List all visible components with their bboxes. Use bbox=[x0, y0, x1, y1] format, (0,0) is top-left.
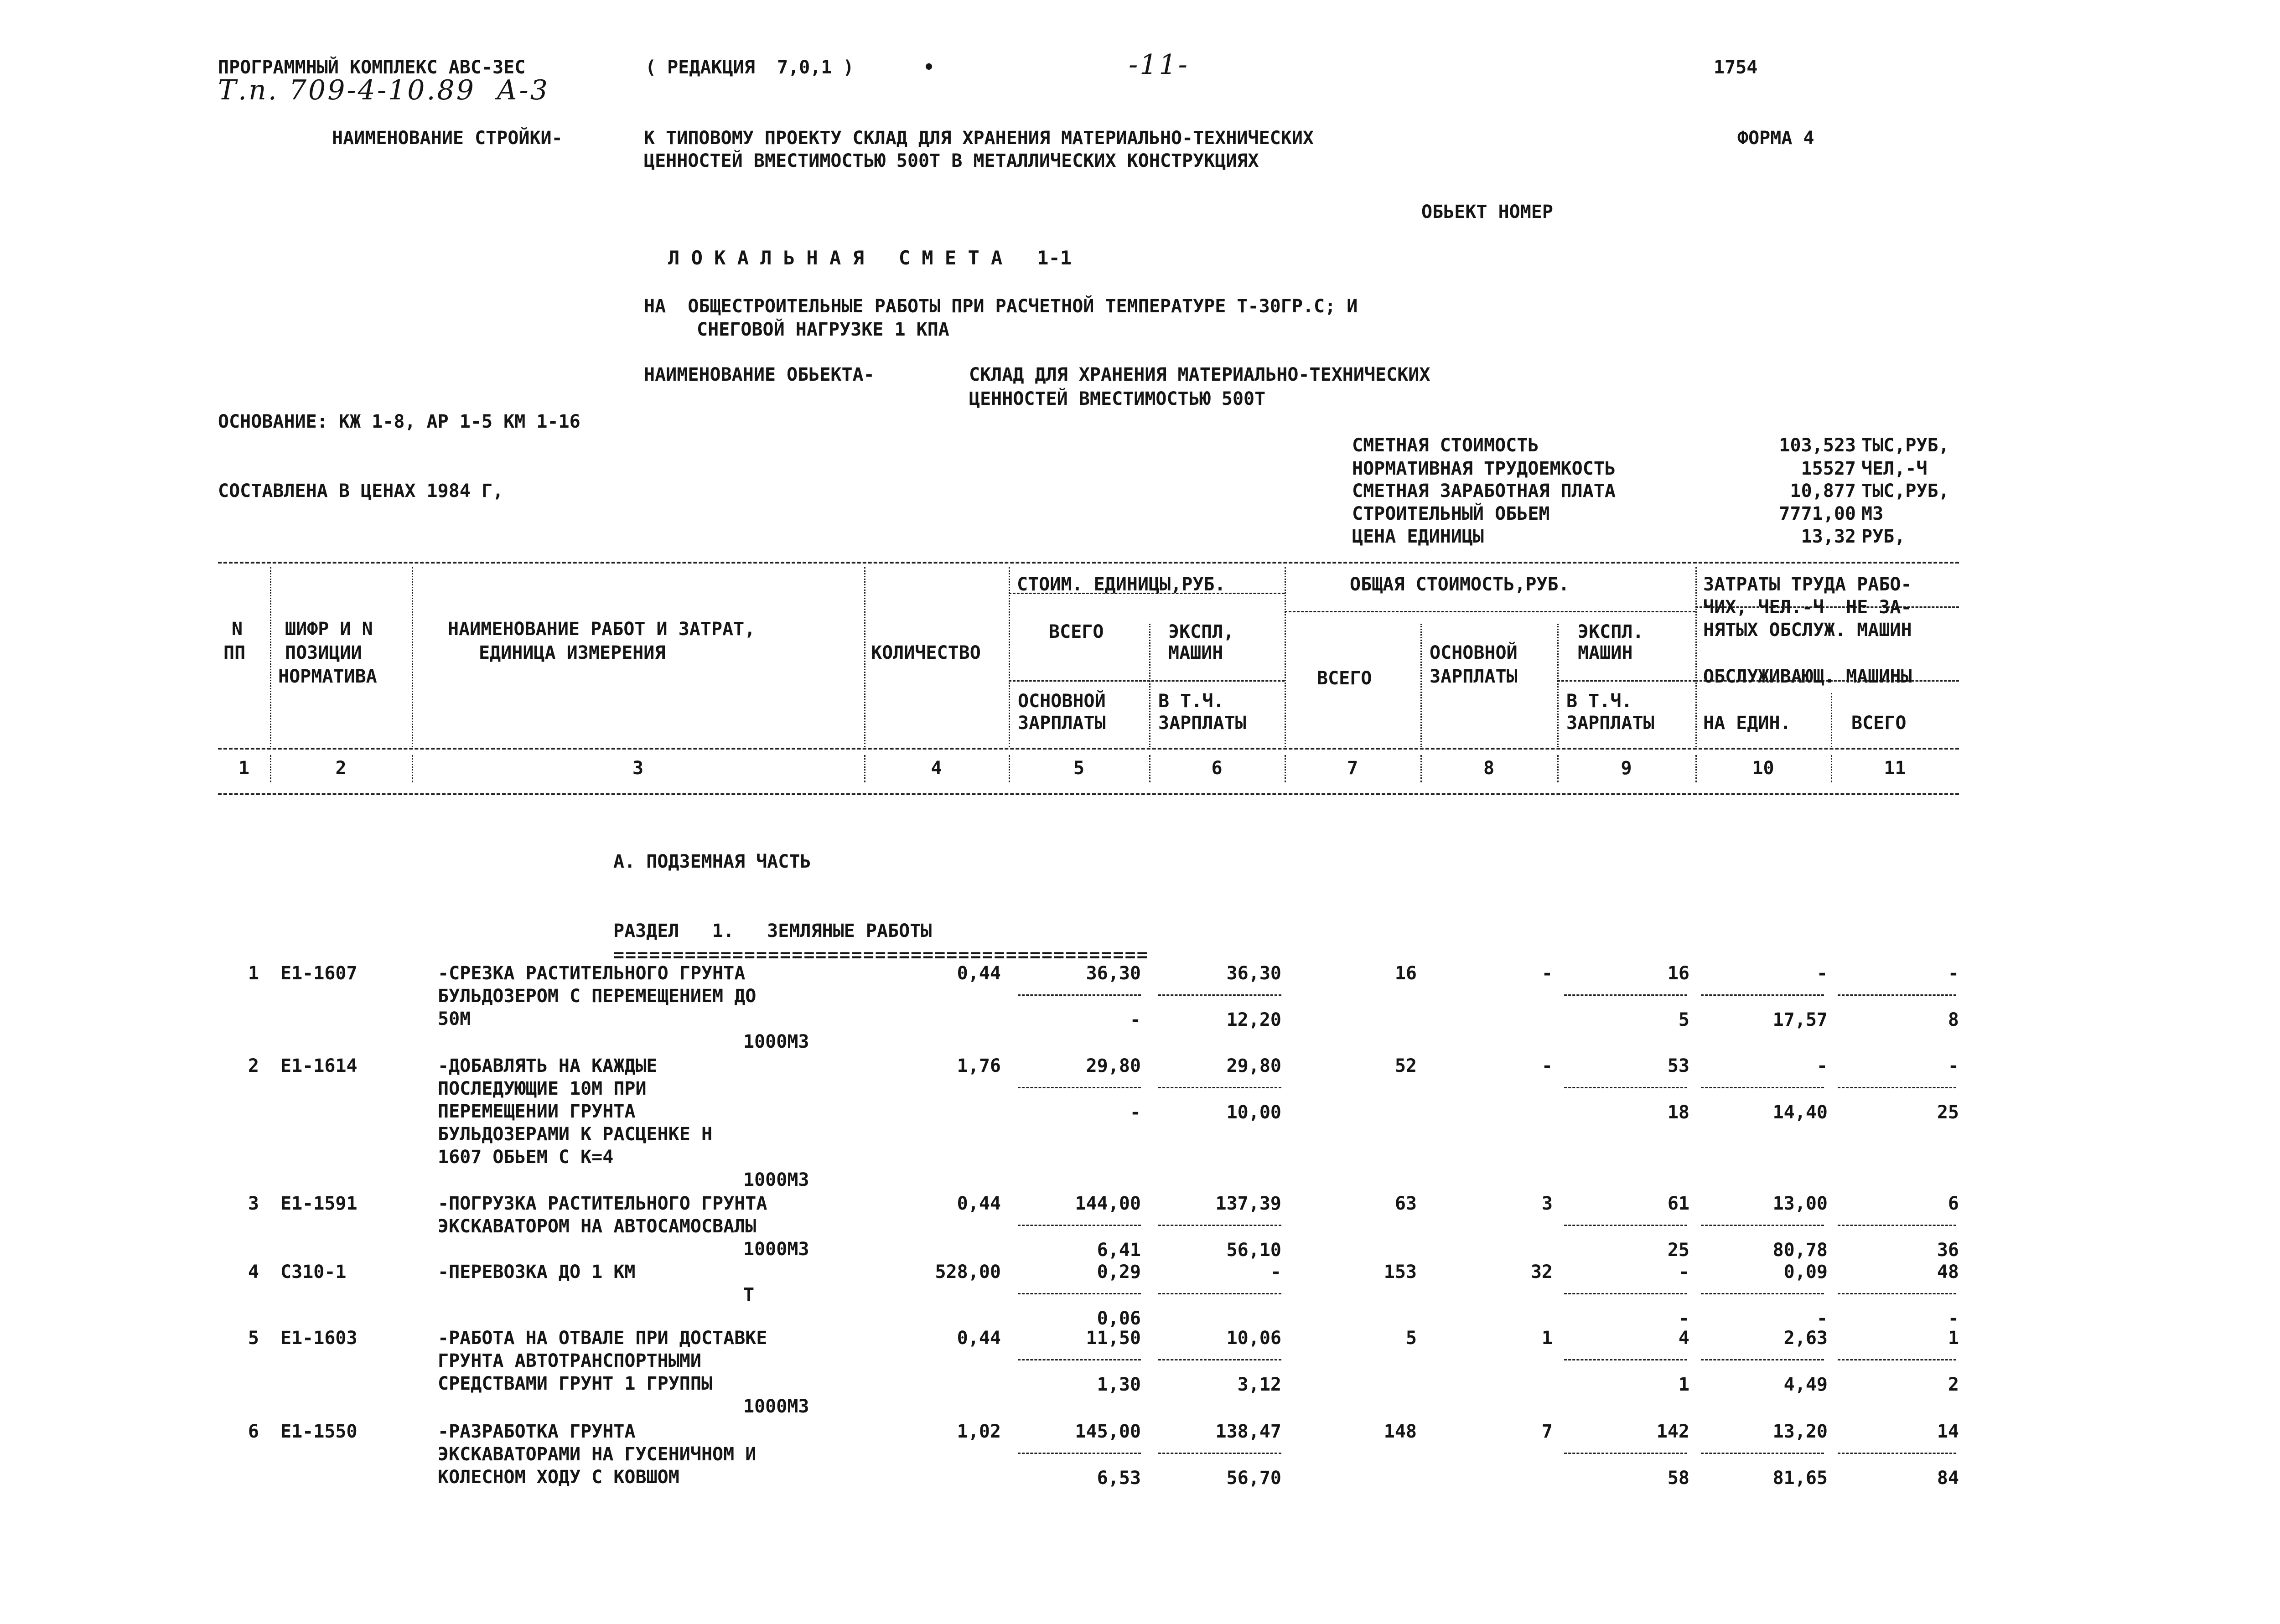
row-labor-unit-operators: 13,00 bbox=[1772, 1193, 1828, 1214]
row-labor-unit: 17,57 bbox=[1772, 1009, 1828, 1030]
row-number: 2 bbox=[248, 1055, 259, 1076]
row-unit-incl-wage: 3,12 bbox=[1237, 1374, 1281, 1395]
summary-value: 103,523 bbox=[1779, 435, 1856, 456]
row-cost-machines: - bbox=[1678, 1262, 1689, 1283]
column-divider bbox=[1009, 567, 1010, 747]
row-name-line: -РАБОТА НА ОТВАЛЕ ПРИ ДОСТАВКЕ bbox=[438, 1328, 767, 1349]
row-name-line: ГРУНТА АВТОТРАНСПОРТНЫМИ bbox=[438, 1350, 701, 1371]
cell-divider-rule bbox=[1701, 1225, 1824, 1226]
row-unit: 1000М3 bbox=[743, 1239, 809, 1260]
cell-divider-rule bbox=[1018, 1225, 1141, 1226]
header-subrule bbox=[1285, 611, 1695, 612]
row-quantity: 0,44 bbox=[957, 1328, 1001, 1349]
summary-value: 13,32 bbox=[1801, 526, 1856, 547]
col-code-label: ПОЗИЦИИ bbox=[285, 642, 362, 663]
cell-divider-rule bbox=[1838, 1087, 1956, 1088]
row-labor-unit: 4,49 bbox=[1783, 1374, 1828, 1395]
row-number: 6 bbox=[248, 1421, 259, 1442]
row-unit: 1000М3 bbox=[743, 1031, 809, 1052]
column-number: 3 bbox=[632, 758, 644, 779]
edition-mark: • bbox=[923, 57, 935, 78]
row-labor-total-operators: - bbox=[1948, 963, 1959, 984]
cell-divider-rule bbox=[1838, 1453, 1956, 1454]
cell-divider-rule bbox=[1018, 1359, 1141, 1360]
col-unit-basic-label: ЗАРПЛАТЫ bbox=[1018, 713, 1106, 734]
summary-label: ЦЕНА ЕДИНИЦЫ bbox=[1352, 526, 1484, 547]
row-cost-incl-wage: 1 bbox=[1678, 1374, 1689, 1395]
column-number: 9 bbox=[1621, 758, 1632, 779]
summary-label: СТРОИТЕЛЬНЫЙ ОБЬЕМ bbox=[1352, 503, 1550, 524]
section-underline: ============================================= bbox=[613, 945, 1149, 966]
row-cost-total: 16 bbox=[1394, 963, 1417, 984]
col-labor-total-label: ВСЕГО bbox=[1851, 713, 1907, 734]
col-unit-incl-label: В Т.Ч. bbox=[1158, 691, 1224, 712]
cell-divider-rule bbox=[1158, 1359, 1281, 1360]
row-labor-total-operators: 1 bbox=[1948, 1328, 1959, 1349]
row-cost-total: 52 bbox=[1394, 1055, 1417, 1076]
row-unit-machines: - bbox=[1270, 1262, 1281, 1283]
row-cost-basic-wage: - bbox=[1541, 963, 1553, 984]
col-qty-label: КОЛИЧЕСТВО bbox=[871, 642, 981, 663]
row-code: С310-1 bbox=[280, 1262, 347, 1283]
column-divider bbox=[1149, 755, 1150, 782]
summary-value: 7771,00 bbox=[1779, 503, 1856, 524]
col-unit-mach-label: ЭКСПЛ, bbox=[1168, 621, 1234, 642]
row-cost-total: 153 bbox=[1384, 1262, 1417, 1283]
cell-divider-rule bbox=[1018, 994, 1141, 996]
row-cost-total: 5 bbox=[1405, 1328, 1417, 1349]
cell-divider-rule bbox=[1158, 1293, 1281, 1294]
row-number: 3 bbox=[248, 1193, 259, 1214]
row-unit-machines: 138,47 bbox=[1215, 1421, 1281, 1442]
row-quantity: 1,76 bbox=[957, 1055, 1001, 1076]
summary-label: СМЕТНАЯ СТОИМОСТЬ bbox=[1352, 435, 1539, 456]
column-number: 5 bbox=[1073, 758, 1085, 779]
column-number: 6 bbox=[1211, 758, 1223, 779]
row-unit-incl-wage: 56,70 bbox=[1226, 1468, 1281, 1489]
col-tc-basic-label: ЗАРПЛАТЫ bbox=[1430, 666, 1518, 687]
column-number: 1 bbox=[238, 758, 250, 779]
row-labor-unit: 81,65 bbox=[1772, 1468, 1828, 1489]
column-divider bbox=[1695, 755, 1697, 782]
row-unit-basic-wage: 6,53 bbox=[1097, 1468, 1141, 1489]
summary-unit: ЧЕЛ,-Ч bbox=[1861, 458, 1928, 479]
cell-divider-rule bbox=[1018, 1293, 1141, 1294]
header-bottom-rule bbox=[218, 793, 1959, 795]
row-quantity: 0,44 bbox=[957, 1193, 1001, 1214]
row-cost-machines: 4 bbox=[1678, 1328, 1689, 1349]
page-number-handwritten: -11- bbox=[1129, 49, 1189, 81]
row-cost-machines: 53 bbox=[1667, 1055, 1689, 1076]
row-unit-basic-wage: 1,30 bbox=[1097, 1374, 1141, 1395]
summary-unit: ТЫС,РУБ, bbox=[1861, 481, 1949, 502]
construction-line-1: К ТИПОВОМУ ПРОЕКТУ СКЛАД ДЛЯ ХРАНЕНИЯ МАТЕРИАЛЬНО-ТЕХНИЧЕСКИХ bbox=[644, 128, 1314, 149]
row-cost-total: 148 bbox=[1384, 1421, 1417, 1442]
row-quantity: 0,44 bbox=[957, 963, 1001, 984]
col-unit-total-label: ВСЕГО bbox=[1049, 621, 1104, 642]
row-labor-unit: 80,78 bbox=[1772, 1240, 1828, 1261]
row-labor-total-operators: - bbox=[1948, 1055, 1959, 1076]
row-name-line: 1607 ОБЬЕМ С К=4 bbox=[438, 1147, 614, 1168]
cell-divider-rule bbox=[1564, 994, 1687, 996]
row-name-line: -ДОБАВЛЯТЬ НА КАЖДЫЕ bbox=[438, 1055, 658, 1076]
basis: ОСНОВАНИЕ: КЖ 1-8, АР 1-5 КМ 1-16 bbox=[218, 411, 580, 432]
cell-divider-rule bbox=[1158, 1225, 1281, 1226]
row-labor-total-operators: 48 bbox=[1937, 1262, 1959, 1283]
row-number: 1 bbox=[248, 963, 259, 984]
cell-divider-rule bbox=[1564, 1359, 1687, 1360]
row-unit-total: 36,30 bbox=[1086, 963, 1141, 984]
cell-divider-rule bbox=[1838, 994, 1956, 996]
row-unit-total: 144,00 bbox=[1075, 1193, 1141, 1214]
sheet-number: 1754 bbox=[1714, 57, 1758, 78]
col-unit-cost-label: СТОИМ. ЕДИНИЦЫ,РУБ. bbox=[1017, 574, 1226, 595]
column-number: 2 bbox=[335, 758, 347, 779]
row-labor-total: 84 bbox=[1937, 1468, 1959, 1489]
row-number: 4 bbox=[248, 1262, 259, 1283]
summary-unit: М3 bbox=[1861, 503, 1884, 524]
row-unit-basic-wage: 6,41 bbox=[1097, 1240, 1141, 1261]
row-code: Е1-1607 bbox=[280, 963, 358, 984]
summary-label: НОРМАТИВНАЯ ТРУДОЕМКОСТЬ bbox=[1352, 458, 1616, 479]
column-divider bbox=[1557, 755, 1559, 782]
cell-divider-rule bbox=[1838, 1359, 1956, 1360]
column-number: 10 bbox=[1752, 758, 1774, 779]
column-divider bbox=[1285, 567, 1286, 747]
column-divider bbox=[1831, 755, 1832, 782]
col-tc-incl-label: ЗАРПЛАТЫ bbox=[1566, 713, 1654, 734]
cell-divider-rule bbox=[1701, 1293, 1824, 1294]
summary-value: 10,877 bbox=[1790, 481, 1856, 502]
column-divider bbox=[412, 567, 413, 747]
row-unit-total: 0,29 bbox=[1097, 1262, 1141, 1283]
row-labor-total: - bbox=[1948, 1308, 1959, 1329]
cell-divider-rule bbox=[1018, 1087, 1141, 1088]
summary-label: СМЕТНАЯ ЗАРАБОТНАЯ ПЛАТА bbox=[1352, 481, 1616, 502]
row-cost-incl-wage: 58 bbox=[1667, 1468, 1689, 1489]
col-code-label: ШИФР И N bbox=[285, 619, 373, 640]
row-labor-total: 8 bbox=[1948, 1009, 1959, 1030]
column-divider bbox=[1420, 624, 1422, 747]
col-tc-mach-label: МАШИН bbox=[1578, 642, 1633, 663]
estimate-scope-line-2: СНЕГОВОЙ НАГРУЗКЕ 1 КПА bbox=[697, 319, 949, 340]
row-labor-unit-operators: 2,63 bbox=[1783, 1328, 1828, 1349]
row-unit-machines: 29,80 bbox=[1226, 1055, 1281, 1076]
column-number: 7 bbox=[1347, 758, 1358, 779]
row-unit-incl-wage: 56,10 bbox=[1226, 1240, 1281, 1261]
column-divider bbox=[270, 755, 271, 782]
col-labor-label: ОБСЛУЖИВАЮЩ. МАШИНЫ bbox=[1703, 666, 1912, 687]
row-labor-total-operators: 6 bbox=[1948, 1193, 1959, 1214]
row-cost-basic-wage: - bbox=[1541, 1055, 1553, 1076]
row-unit-basic-wage: 0,06 bbox=[1097, 1308, 1141, 1329]
col-code-label: НОРМАТИВА bbox=[278, 666, 377, 687]
form-number: ФОРМА 4 bbox=[1737, 128, 1814, 149]
row-name-line: -ПОГРУЗКА РАСТИТЕЛЬНОГО ГРУНТА bbox=[438, 1193, 767, 1214]
row-labor-total: 36 bbox=[1937, 1240, 1959, 1261]
part-title: А. ПОДЗЕМНАЯ ЧАСТЬ bbox=[613, 851, 811, 872]
row-unit: 1000М3 bbox=[743, 1396, 809, 1417]
column-divider bbox=[1420, 755, 1422, 782]
column-divider bbox=[270, 567, 271, 747]
cell-divider-rule bbox=[1564, 1087, 1687, 1088]
edition: ( РЕДАКЦИЯ 7,0,1 ) bbox=[645, 57, 854, 78]
row-cost-incl-wage: 5 bbox=[1678, 1009, 1689, 1030]
col-labor-label: ЗАТРАТЫ ТРУДА РАБО- bbox=[1703, 574, 1912, 595]
row-name-line: ЭКСКАВАТОРАМИ НА ГУСЕНИЧНОМ И bbox=[438, 1444, 757, 1465]
row-labor-total-operators: 14 bbox=[1937, 1421, 1959, 1442]
col-n-label: N bbox=[232, 619, 243, 640]
row-unit: 1000М3 bbox=[743, 1169, 809, 1190]
object-number-label: ОБЬЕКТ НОМЕР bbox=[1421, 202, 1553, 222]
row-name-line: 50М bbox=[438, 1009, 471, 1029]
row-cost-basic-wage: 3 bbox=[1541, 1193, 1553, 1214]
row-code: Е1-1603 bbox=[280, 1328, 358, 1349]
summary-unit: ТЫС,РУБ, bbox=[1861, 435, 1949, 456]
row-name-line: -ПЕРЕВОЗКА ДО 1 КМ bbox=[438, 1262, 636, 1283]
col-unit-basic-label: ОСНОВНОЙ bbox=[1018, 691, 1106, 712]
row-unit-total: 145,00 bbox=[1075, 1421, 1141, 1442]
col-labor-label: ЧИХ, ЧЕЛ.-Ч НЕ ЗА- bbox=[1703, 597, 1912, 618]
object-line-1: СКЛАД ДЛЯ ХРАНЕНИЯ МАТЕРИАЛЬНО-ТЕХНИЧЕСКИХ bbox=[969, 364, 1430, 385]
col-name-label: НАИМЕНОВАНИЕ РАБОТ И ЗАТРАТ, bbox=[448, 619, 756, 640]
col-unit-mach-label: МАШИН bbox=[1168, 642, 1223, 663]
column-divider bbox=[1557, 624, 1559, 747]
header-subrule bbox=[1557, 680, 1695, 682]
col-unit-incl-label: ЗАРПЛАТЫ bbox=[1158, 713, 1246, 734]
row-name-line: ПЕРЕМЕЩЕНИИ ГРУНТА bbox=[438, 1101, 636, 1122]
section-title: РАЗДЕЛ 1. ЗЕМЛЯНЫЕ РАБОТЫ bbox=[613, 921, 932, 941]
row-unit-machines: 137,39 bbox=[1215, 1193, 1281, 1214]
cell-divider-rule bbox=[1838, 1293, 1956, 1294]
row-quantity: 528,00 bbox=[935, 1262, 1001, 1283]
row-unit-basic-wage: - bbox=[1130, 1102, 1141, 1123]
col-labor-label: НЯТЫХ ОБСЛУЖ. МАШИН bbox=[1703, 620, 1912, 641]
row-cost-incl-wage: 25 bbox=[1667, 1240, 1689, 1261]
row-quantity: 1,02 bbox=[957, 1421, 1001, 1442]
cell-divider-rule bbox=[1564, 1453, 1687, 1454]
cell-divider-rule bbox=[1158, 1087, 1281, 1088]
cell-divider-rule bbox=[1158, 1453, 1281, 1454]
object-line-2: ЦЕННОСТЕЙ ВМЕСТИМОСТЬЮ 500Т bbox=[969, 388, 1266, 409]
column-divider bbox=[1831, 693, 1832, 747]
project-code-handwritten: Т.п. 709-4-10.89 А-3 bbox=[218, 74, 549, 106]
row-unit-basic-wage: - bbox=[1130, 1009, 1141, 1030]
object-label: НАИМЕНОВАНИЕ ОБЬЕКТА- bbox=[644, 364, 875, 385]
cell-divider-rule bbox=[1564, 1225, 1687, 1226]
row-labor-unit-operators: - bbox=[1816, 1055, 1828, 1076]
column-divider bbox=[1695, 567, 1697, 747]
cell-divider-rule bbox=[1158, 994, 1281, 996]
row-unit: Т bbox=[743, 1284, 755, 1305]
row-cost-basic-wage: 32 bbox=[1530, 1262, 1553, 1283]
row-cost-incl-wage: 18 bbox=[1667, 1102, 1689, 1123]
row-labor-total: 25 bbox=[1937, 1102, 1959, 1123]
col-total-cost-label: ОБЩАЯ СТОИМОСТЬ,РУБ. bbox=[1350, 574, 1570, 595]
estimate-title: Л О К А Л Ь Н А Я С М Е Т А 1-1 bbox=[668, 247, 1072, 269]
column-divider bbox=[864, 755, 865, 782]
row-name-line: БУЛЬДОЗЕРОМ С ПЕРЕМЕЩЕНИЕМ ДО bbox=[438, 986, 757, 1007]
row-name-line: ПОСЛЕДУЮЩИЕ 10М ПРИ bbox=[438, 1078, 647, 1099]
column-divider bbox=[1009, 755, 1010, 782]
summary-unit: РУБ, bbox=[1861, 526, 1906, 547]
cell-divider-rule bbox=[1018, 1453, 1141, 1454]
summary-value: 15527 bbox=[1801, 458, 1856, 479]
row-labor-unit: 14,40 bbox=[1772, 1102, 1828, 1123]
column-divider bbox=[412, 755, 413, 782]
row-code: Е1-1550 bbox=[280, 1421, 358, 1442]
column-number: 8 bbox=[1483, 758, 1495, 779]
row-labor-unit-operators: - bbox=[1816, 963, 1828, 984]
header-rule bbox=[218, 748, 1959, 750]
row-name-line: БУЛЬДОЗЕРАМИ К РАСЦЕНКЕ Н bbox=[438, 1124, 713, 1145]
cell-divider-rule bbox=[1838, 1225, 1956, 1226]
row-cost-machines: 142 bbox=[1656, 1421, 1689, 1442]
price-basis: СОСТАВЛЕНА В ЦЕНАХ 1984 Г, bbox=[218, 481, 504, 502]
col-tc-total-label: ВСЕГО bbox=[1317, 668, 1372, 689]
row-cost-incl-wage: - bbox=[1678, 1308, 1689, 1329]
row-number: 5 bbox=[248, 1328, 259, 1349]
column-divider bbox=[864, 567, 865, 747]
cell-divider-rule bbox=[1701, 994, 1824, 996]
row-cost-machines: 61 bbox=[1667, 1193, 1689, 1214]
program-name: ПРОГРАММНЫЙ КОМПЛЕКС АВС-3ЕС bbox=[218, 57, 526, 78]
cell-divider-rule bbox=[1701, 1087, 1824, 1088]
construction-line-2: ЦЕННОСТЕЙ ВМЕСТИМОСТЬЮ 500Т В МЕТАЛЛИЧЕСКИХ КОНСТРУКЦИЯХ bbox=[644, 150, 1259, 171]
column-number: 11 bbox=[1884, 758, 1906, 779]
row-cost-total: 63 bbox=[1394, 1193, 1417, 1214]
col-tc-basic-label: ОСНОВНОЙ bbox=[1430, 642, 1518, 663]
col-tc-incl-label: В Т.Ч. bbox=[1566, 691, 1632, 712]
row-unit-machines: 36,30 bbox=[1226, 963, 1281, 984]
row-name-line: СРЕДСТВАМИ ГРУНТ 1 ГРУППЫ bbox=[438, 1373, 713, 1394]
cell-divider-rule bbox=[1701, 1453, 1824, 1454]
cell-divider-rule bbox=[1701, 1359, 1824, 1360]
col-pp-label: ПП bbox=[223, 642, 246, 663]
row-code: Е1-1614 bbox=[280, 1055, 358, 1076]
row-code: Е1-1591 bbox=[280, 1193, 358, 1214]
row-labor-unit: - bbox=[1816, 1308, 1828, 1329]
row-labor-unit-operators: 0,09 bbox=[1783, 1262, 1828, 1283]
row-labor-unit-operators: 13,20 bbox=[1772, 1421, 1828, 1442]
row-name-line: -РАЗРАБОТКА ГРУНТА bbox=[438, 1421, 636, 1442]
row-unit-incl-wage: 10,00 bbox=[1226, 1102, 1281, 1123]
estimate-scope-line-1: НА ОБЩЕСТРОИТЕЛЬНЫЕ РАБОТЫ ПРИ РАСЧЕТНОЙ ТЕМПЕРАТУРЕ Т-30ГР.С; И bbox=[644, 296, 1358, 317]
row-name-line: -СРЕЗКА РАСТИТЕЛЬНОГО ГРУНТА bbox=[438, 963, 746, 984]
column-divider bbox=[1149, 624, 1150, 747]
row-name-line: КОЛЕСНОМ ХОДУ С КОВШОМ bbox=[438, 1467, 679, 1488]
row-cost-basic-wage: 7 bbox=[1541, 1421, 1553, 1442]
row-unit-incl-wage: 12,20 bbox=[1226, 1009, 1281, 1030]
col-name-label: ЕДИНИЦА ИЗМЕРЕНИЯ bbox=[479, 642, 666, 663]
header-subrule bbox=[1009, 680, 1285, 682]
row-unit-total: 29,80 bbox=[1086, 1055, 1141, 1076]
col-tc-mach-label: ЭКСПЛ. bbox=[1578, 621, 1644, 642]
column-divider bbox=[1285, 755, 1286, 782]
column-number: 4 bbox=[931, 758, 942, 779]
cell-divider-rule bbox=[1564, 1293, 1687, 1294]
row-unit-machines: 10,06 bbox=[1226, 1328, 1281, 1349]
row-cost-machines: 16 bbox=[1667, 963, 1689, 984]
construction-label: НАИМЕНОВАНИЕ СТРОЙКИ- bbox=[332, 128, 563, 149]
row-labor-total: 2 bbox=[1948, 1374, 1959, 1395]
col-labor-per-unit-label: НА ЕДИН. bbox=[1703, 713, 1791, 734]
row-unit-total: 11,50 bbox=[1086, 1328, 1141, 1349]
table-top-rule bbox=[218, 562, 1959, 564]
row-cost-basic-wage: 1 bbox=[1541, 1328, 1553, 1349]
row-name-line: ЭКСКАВАТОРОМ НА АВТОСАМОСВАЛЫ bbox=[438, 1216, 757, 1237]
